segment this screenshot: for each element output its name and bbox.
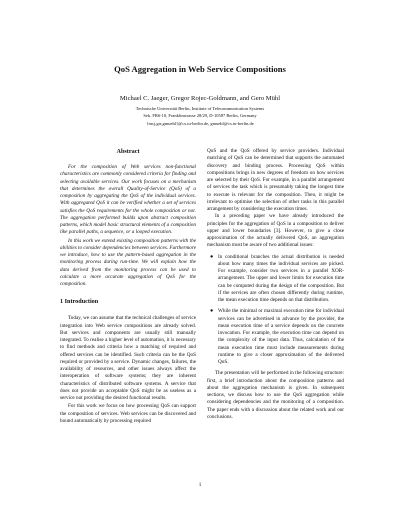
affiliation-address: Sek. FR6-10, Franklinstrasse 28/29, D-10587 Berlin, Germany: [143, 113, 257, 118]
page-number: 1: [198, 482, 202, 488]
body-paragraph: The presentation will be performed in the following structure: first, a brief introduction about the composition patterns and about the aggregation mechanism is given. In subsequent sections, we discuss how to use the QoS aggregation while considering dependencies and the monitoring of a composition. The paper ends with a discussion about the related work and our conclusions.: [207, 370, 344, 420]
affiliation-emails: {mcj,grr,gmuehl}@cs.tu-berlin.de, gmuehl@cs.tu-berlin.de: [146, 121, 254, 126]
body-paragraph: Today, we can assume that the technical challenges of service integration into Web service compositions are already solved. But services and components are usually still manually integrated. To realise a higher level of automation, it is necessary to find methods and criteria how a matching of required and offered services can be identified. Such criteria can be the QoS required or provided by a service. Dynamic changes, failures, the availability of resources, and other issues always affect the interoperation of software systems; they are inherent characteristics of distributed software systems. A service that does not provide an acceptable QoS might be as useless as a service not providing the desired functional results.: [60, 315, 196, 401]
body-paragraph: QoS and the QoS offered by service providers. Individual matching of QoS can be determined that supports the automated discovery and binding process. Processing QoS within compositions brings in new degrees of freedom on how services are selected by their QoS. For example, in a parallel arrangement of services the task which is presumably taking the longest time to execute is relevant for the composition. Then, it might be irrelevant to optimise the selection of other tasks in this parallel arrangement by considering the execution times.: [207, 148, 344, 212]
body-paragraph: For this work we focus on how processing QoS can support the composition of services. Web services can be discovered and bound automatically by processing required: [60, 403, 196, 424]
bullet-icon: ●: [210, 253, 214, 260]
list-item: [207, 254, 344, 305]
issue-list: [207, 254, 344, 367]
section-heading-introduction: 1 Introduction: [60, 298, 99, 306]
right-column: [207, 148, 344, 421]
abstract-heading: Abstract: [116, 148, 140, 155]
list-item-text: In conditional branches the actual distribution is needed about how many times the individual services are picked. For example, consider two services in a parallel XOR-arrangement. The upper and lower limits for execution time can be computed during the design of the composition. But if the services are often chosen differently during runtime, the mean execution time depends on that distribution.: [218, 253, 344, 303]
bullet-icon: ●: [210, 308, 214, 315]
author-list: Michael C. Jaeger, Gregor Rojec-Goldmann, and Gero Mühl: [119, 95, 281, 102]
abstract-paragraph: For the composition of Web services non-functional characteristics are commonly considered criteria for finding and selecting available services. Our work focuses on a mechanism that determines the overall Quality-of-Service (QoS) of a composition by aggregating the QoS of the individual services. With aggregated QoS it can be verified whether a set of services satisfies the QoS requirements for the whole composition or not. The aggregation performed builds upon abstract composition patterns, which model basic structural elements of a composition like parallel paths, a sequence, or a looped execution.: [60, 164, 196, 236]
list-item-text: While the minimal or maximal execution time for individual services can be advertised in advance by the provider, the mean execution time of a service depends on the concrete invocation. For example, the execution time can depend on the complexity of the input data. Thus, calculation of the mean execution time must include measurements during runtime to give a closer approximation of the delivered QoS.: [218, 308, 344, 365]
left-column: [60, 148, 196, 425]
affiliation-institute: Technische Universität Berlin, Institute of Telecommunication Systems: [135, 106, 265, 111]
paper-title: QoS Aggregation in Web Service Compositions: [114, 64, 286, 74]
abstract-paragraph: In this work we extend existing composition patterns with the abilities to consider dependencies between services. Furthermore we introduce, how to use the pattern-based aggregation in the monitoring process during run-time. We will explain how the data derived from the monitoring process can be used to calculate a more accurate aggregation of QoS for the composition.: [60, 237, 196, 287]
list-item: [207, 308, 344, 366]
body-paragraph: In a preceding paper we have already introduced the principles for the aggregation of QoS in a composition to deliver upper and lower boundaries [3]. However, to give a close approximation of the actually delivered QoS, an aggregation mechanism must be aware of two additional issues:: [207, 213, 344, 249]
